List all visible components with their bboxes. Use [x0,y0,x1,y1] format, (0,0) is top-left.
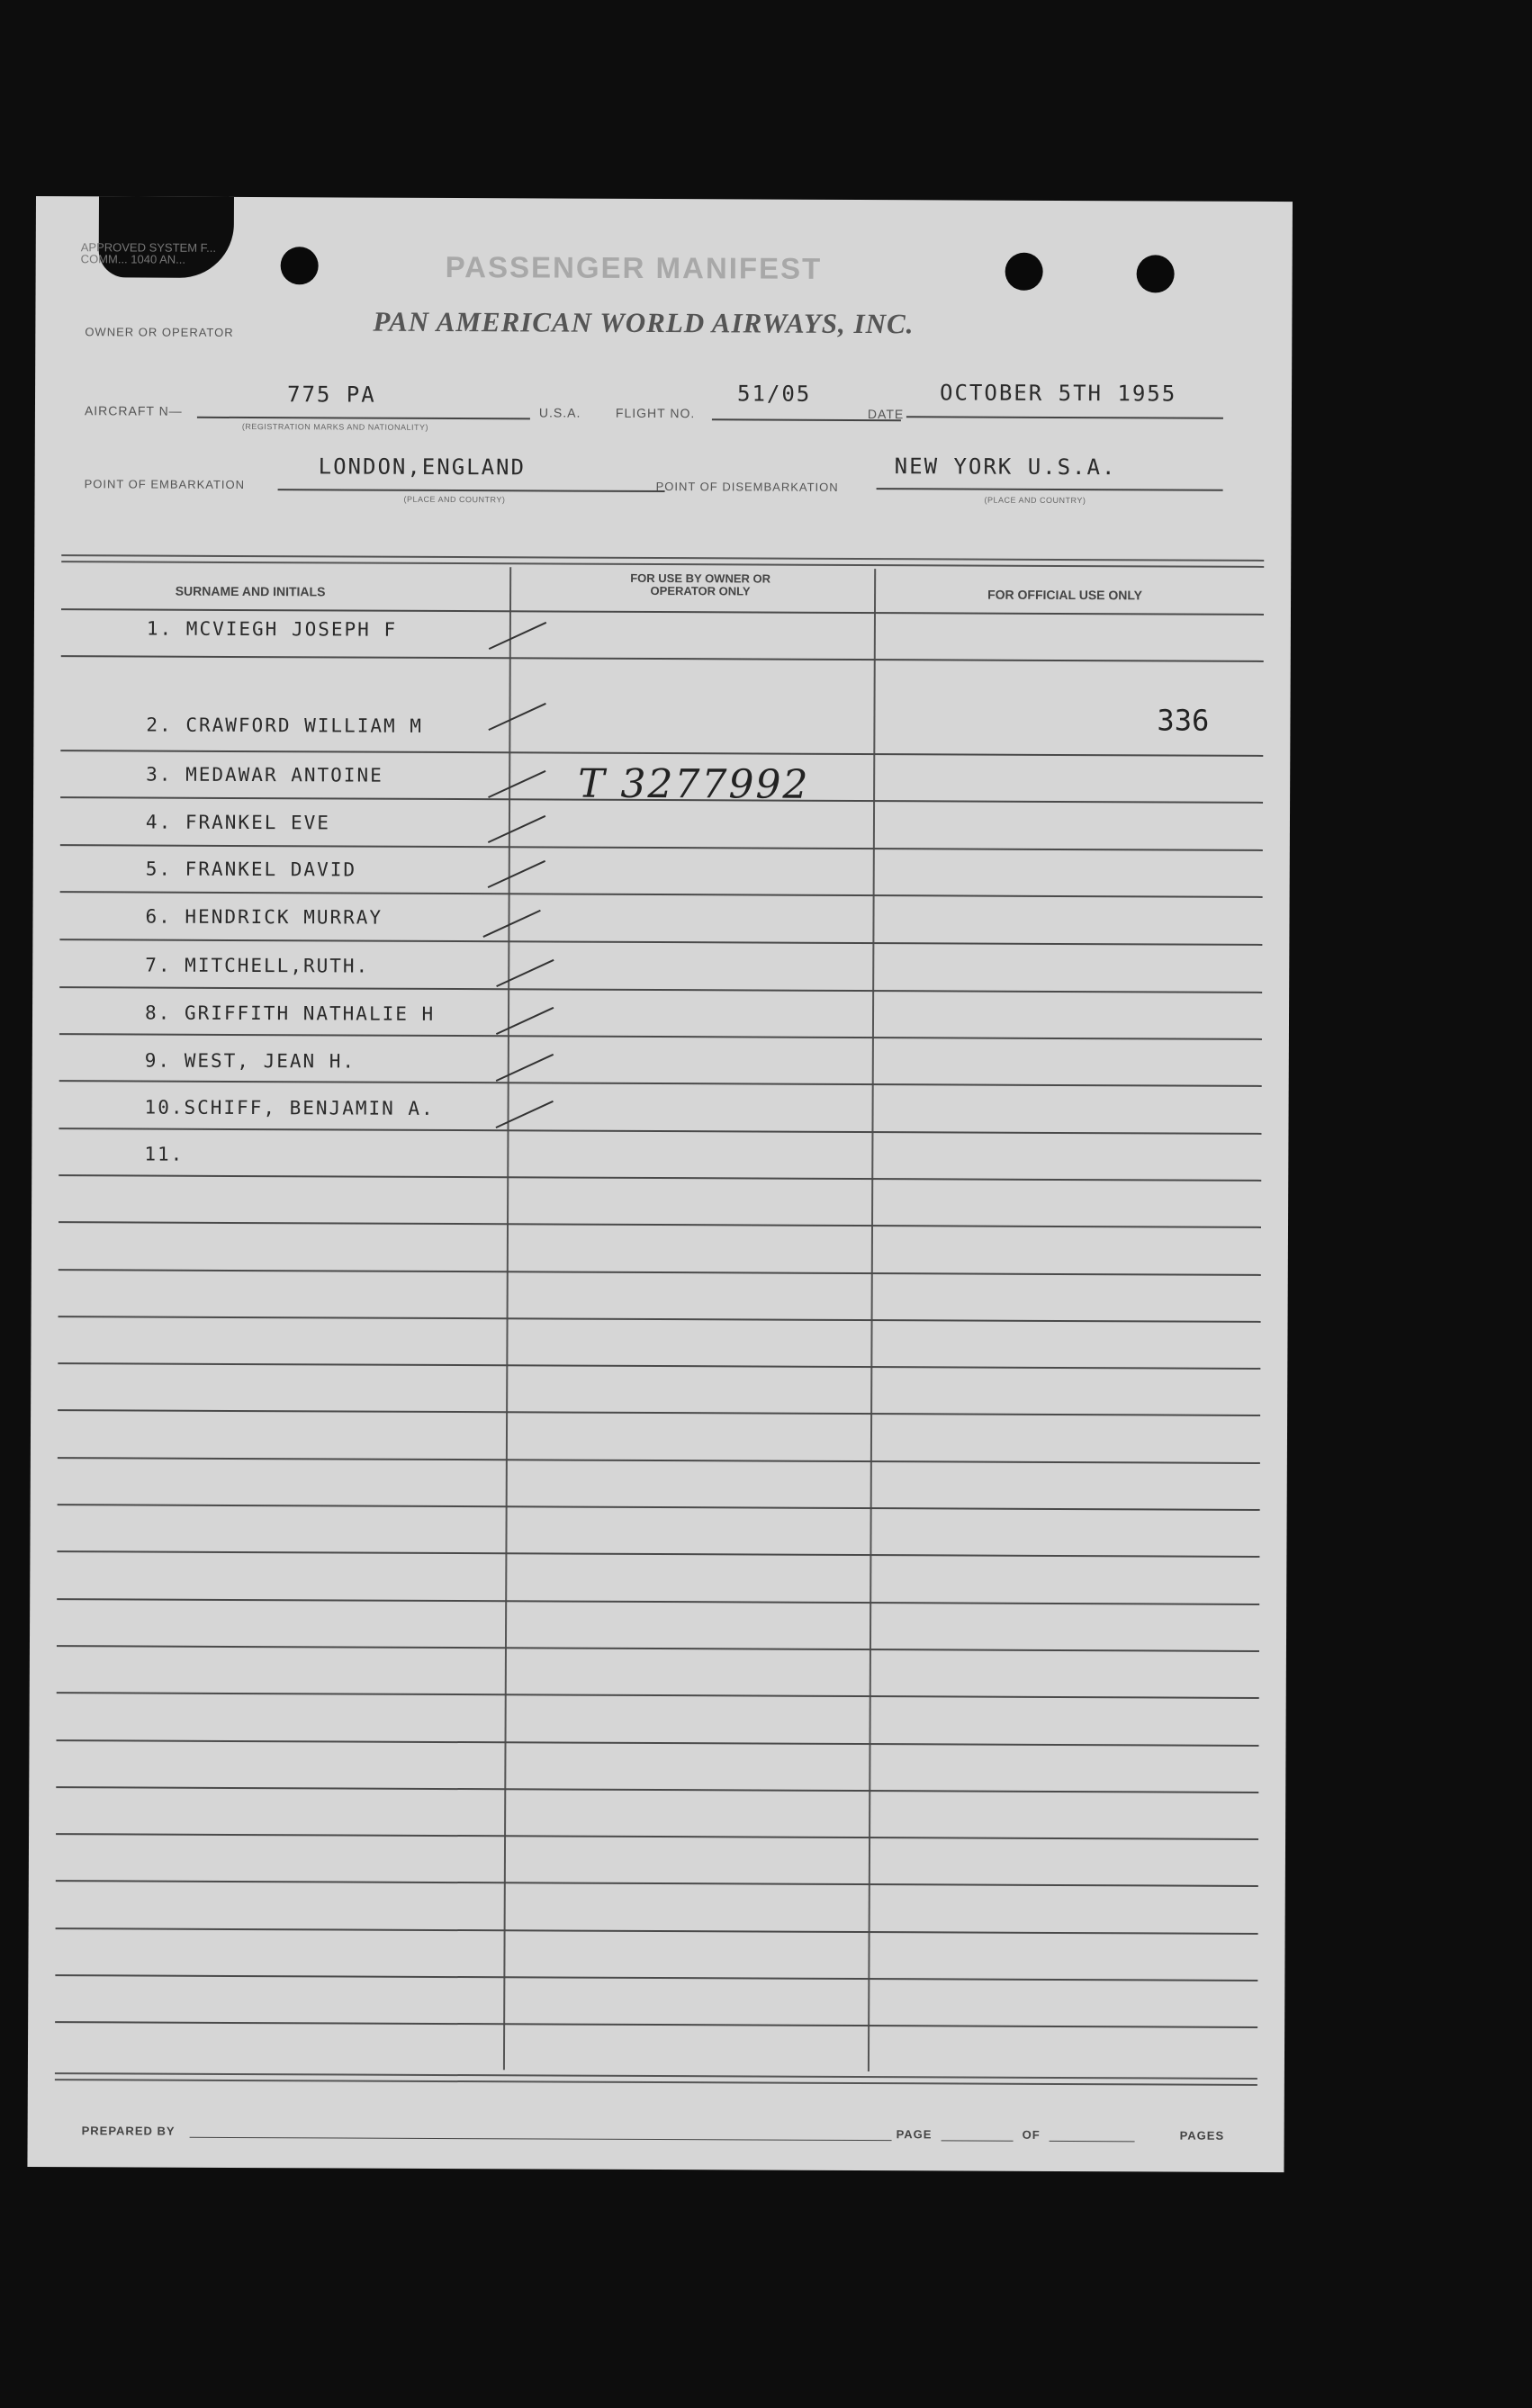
ruled-line [59,1128,1261,1135]
passenger-entry: 11. [144,1143,185,1165]
ruled-line [57,1692,1259,1699]
punch-hole [1137,255,1175,292]
embark-label: POINT OF EMBARKATION [84,477,246,492]
official-column-header: FOR OFFICIAL USE ONLY [987,587,1143,603]
passenger-entry: 6. HENDRICK MURRAY [145,905,383,929]
owner-column-header: FOR USE BY OWNER OR OPERATOR ONLY [630,571,771,598]
footer-separator [55,2072,1257,2086]
ruled-line [58,1362,1260,1370]
flight-value: 51/05 [736,381,812,407]
passenger-entry: 10.SCHIFF, BENJAMIN A. [144,1096,435,1119]
approval-stamp: APPROVED SYSTEM F... COMM... 1040 AN... [80,240,217,266]
disembark-line [877,488,1223,491]
check-mark [488,703,545,731]
owner-label: OWNER OR OPERATOR [85,325,234,339]
ruled-line [59,1174,1261,1182]
passenger-entry: 4. FRANKEL EVE [145,811,331,834]
disembark-sublabel: (PLACE AND COUNTRY) [984,495,1086,506]
date-value: OCTOBER 5TH 1955 [939,380,1177,407]
passenger-entry: 2. CRAWFORD WILLIAM M [146,714,424,737]
ruled-line [59,1080,1262,1087]
prepared-by-label: PREPARED BY [81,2124,176,2138]
punch-hole [1005,253,1043,291]
ruled-line [59,1316,1261,1323]
airline-name: PAN AMERICAN WORLD AIRWAYS, INC. [373,305,915,340]
punch-hole [281,247,319,284]
of-label: OF [1022,2127,1041,2142]
ruled-line [57,1645,1259,1652]
usa-label: U.S.A. [538,405,581,420]
aircraft-value: 775 PA [286,382,376,408]
pages-label: PAGES [1179,2128,1225,2143]
ruled-line [56,1786,1258,1793]
prepared-by-line [190,2137,892,2141]
check-mark [482,910,540,938]
ruled-line [59,1269,1261,1276]
embark-value: LONDON,ENGLAND [318,454,527,481]
form-title: PASSENGER MANIFEST [445,249,823,285]
ruled-line [58,1457,1260,1464]
page-label: PAGE [896,2127,933,2142]
check-mark [488,860,545,888]
ruled-line [61,608,1264,615]
ruled-line [61,655,1264,662]
aircraft-label: AIRCRAFT N— [84,403,183,418]
official-number: 336 [1157,703,1210,738]
passenger-entry: 3. MEDAWAR ANTOINE [146,763,383,786]
ruled-line [55,2021,1257,2028]
ruled-line [55,1974,1257,1981]
ruled-line [56,1833,1258,1840]
ruled-line [59,1033,1262,1040]
embark-line [278,489,665,492]
check-mark [496,959,554,987]
ruled-line [60,844,1263,851]
ruled-line [60,750,1263,757]
ruled-line [59,939,1262,946]
disembark-value: NEW YORK U.S.A. [894,454,1117,481]
manifest-sheet [27,196,1293,2172]
aircraft-sublabel: (REGISTRATION MARKS AND NATIONALITY) [241,422,429,432]
ruled-line [58,1409,1260,1416]
date-line [906,416,1223,419]
check-mark [496,1054,554,1082]
check-mark [495,1101,553,1128]
ruled-line [58,1504,1260,1511]
passenger-entry: 8. GRIFFITH NATHALIE H [144,1002,436,1025]
passenger-entry: 1. MCVIEGH JOSEPH F [146,617,398,641]
ruled-line [57,1739,1259,1747]
disembark-label: POINT OF DISEMBARKATION [655,480,839,494]
ruled-line [56,1880,1258,1887]
passenger-entry: 7. MITCHELL,RUTH. [145,954,370,977]
ruled-line [56,1927,1258,1935]
ruled-line [57,1598,1259,1605]
check-mark [489,622,546,650]
handwritten-number: T 3277992 [578,760,810,808]
check-mark [496,1007,554,1035]
ruled-line [57,1550,1259,1558]
surname-column-header: SURNAME AND INITIALS [175,583,326,599]
date-label: DATE [867,407,905,422]
of-line [1050,2141,1135,2142]
passenger-entry: 5. FRANKEL DAVID [145,858,357,881]
ruled-line [59,1221,1261,1228]
passenger-entry: 9. WEST, JEAN H. [144,1049,356,1073]
page-line [942,2140,1014,2141]
check-mark [488,815,545,843]
flight-label: FLIGHT NO. [615,405,696,421]
embark-sublabel: (PLACE AND COUNTRY) [403,494,506,505]
aircraft-line [197,417,530,420]
ruled-line [59,986,1262,993]
ruled-line [60,891,1263,898]
header-separator [61,554,1264,568]
check-mark [488,770,545,798]
